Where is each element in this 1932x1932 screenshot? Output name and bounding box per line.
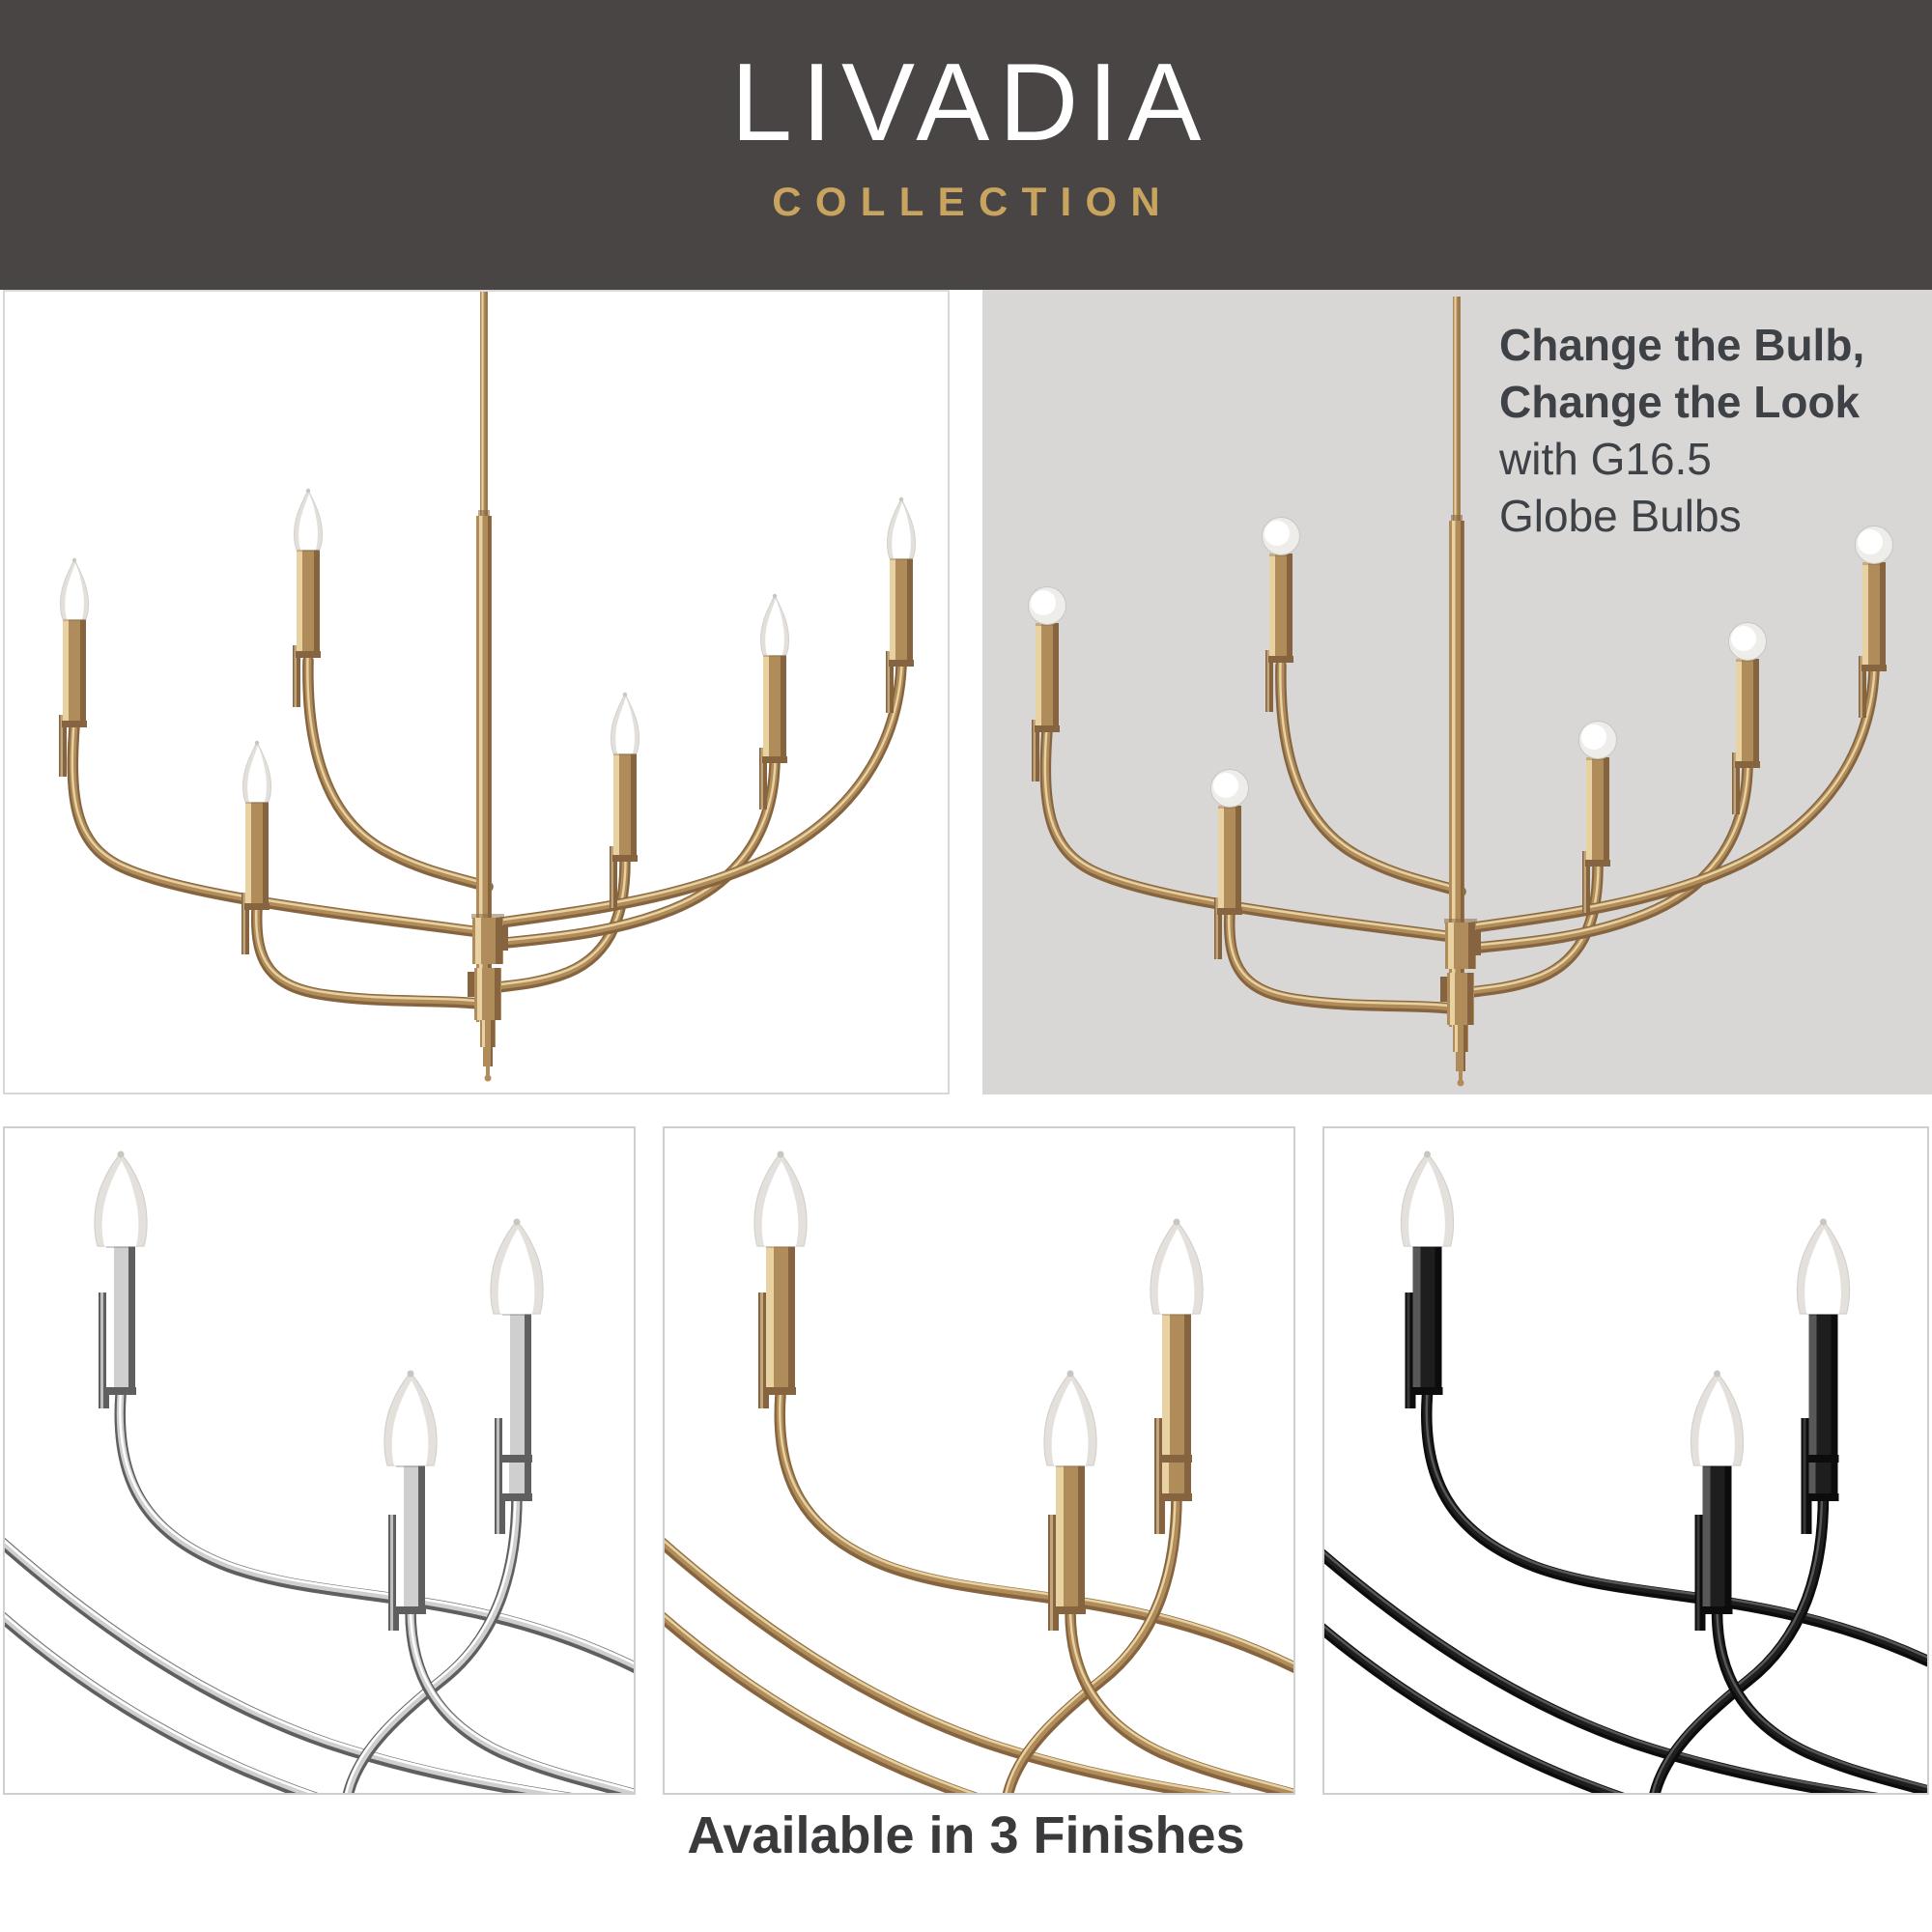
promo-line-1: Change the Bulb,: [1499, 320, 1865, 370]
promo-line-3: with G16.5: [1499, 434, 1712, 484]
promo-text: [1499, 317, 1864, 545]
promo-line-4: Globe Bulbs: [1499, 491, 1742, 541]
promo-line-2: Change the Look: [1499, 377, 1861, 427]
finish-closeup-polished-nickel-photo: [5, 1128, 634, 1793]
collection-subtitle: COLLECTION: [772, 179, 1175, 224]
panel-finish-black: [1322, 1126, 1929, 1795]
finish-closeup-black-photo: [1324, 1128, 1927, 1793]
collection-title: LIVADIA: [730, 42, 1211, 164]
panel-finish-polished-nickel: [3, 1126, 636, 1795]
chandelier-candelabra-photo: [5, 292, 948, 1093]
finish-closeup-champagne-bronze-photo: [665, 1128, 1293, 1793]
panel-finish-champagne-bronze: [663, 1126, 1295, 1795]
availability-caption: Available in 3 Finishes: [687, 1806, 1245, 1864]
panel-globe-bulbs: [982, 290, 1932, 1094]
panel-candelabra-bulbs: [3, 290, 950, 1094]
header-band: [0, 0, 1932, 290]
